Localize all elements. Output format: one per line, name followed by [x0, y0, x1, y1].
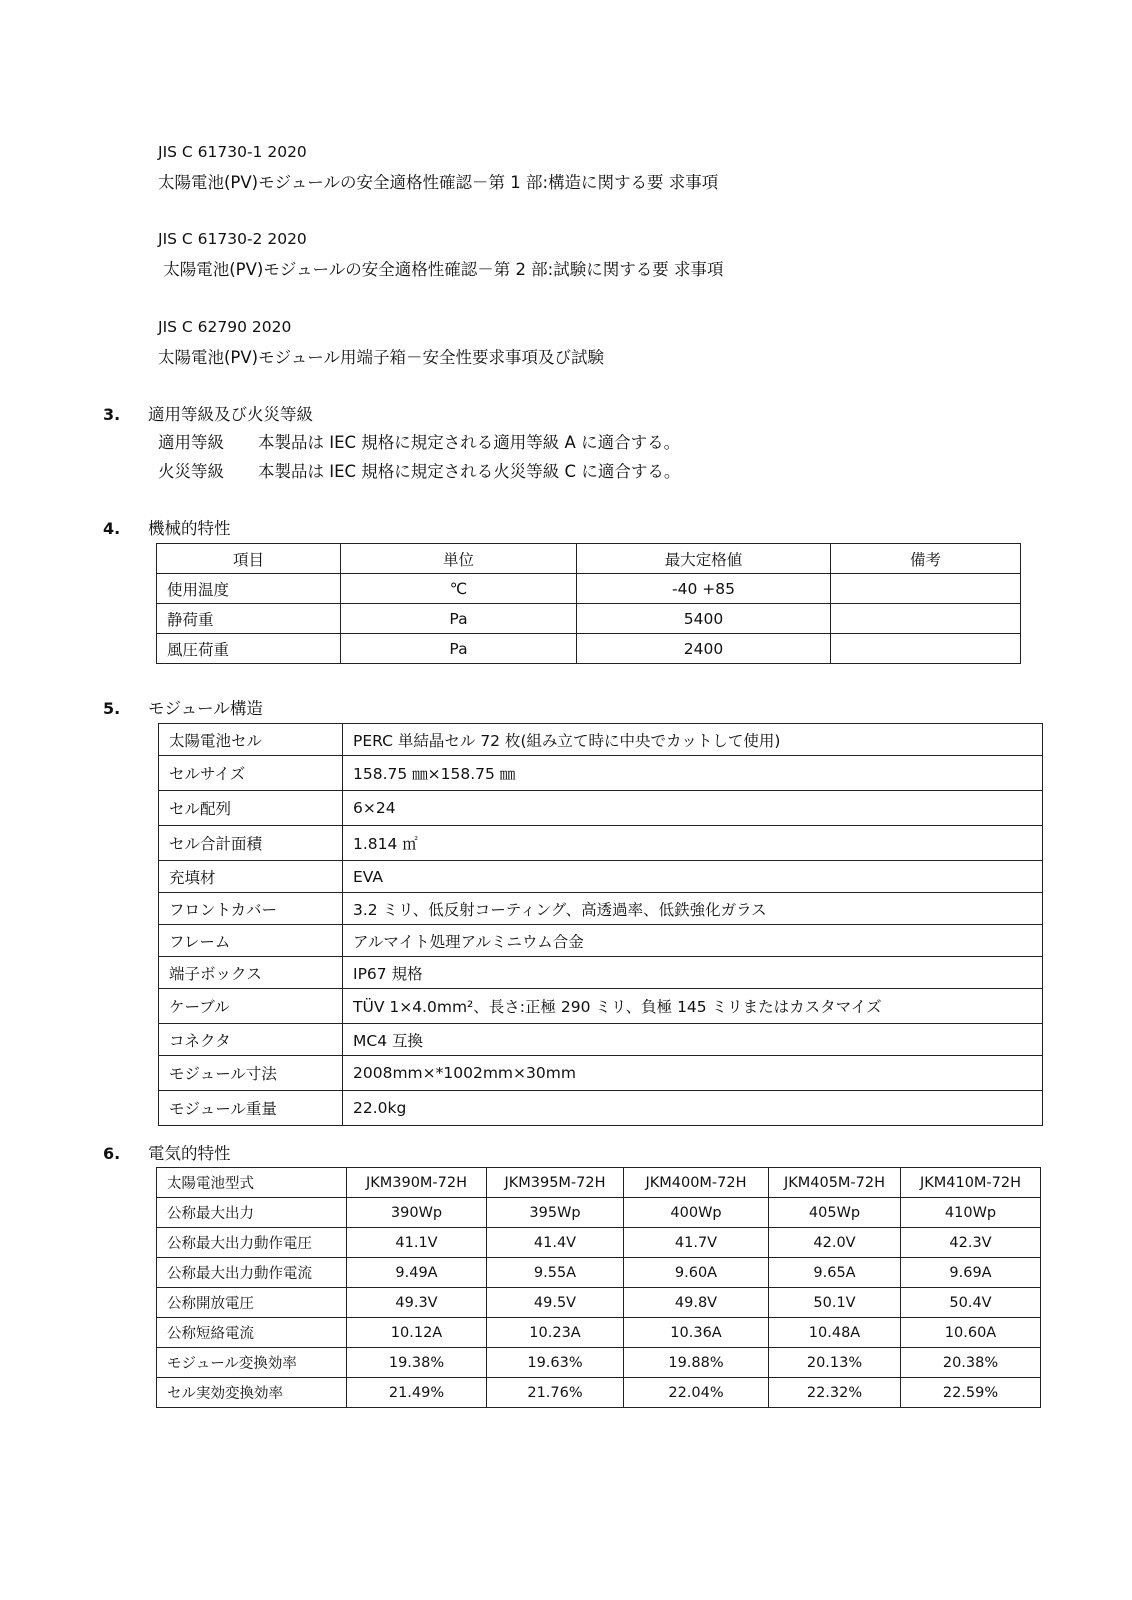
value-cell: 10.12A: [347, 1318, 487, 1348]
table-row: [157, 1228, 1041, 1258]
spec-value: 2008mm×*1002mm×30mm: [343, 1056, 1043, 1091]
value-cell: 9.65A: [769, 1258, 901, 1288]
value-cell: 9.49A: [347, 1258, 487, 1288]
standard-code: JIS C 61730-2 2020: [158, 230, 307, 248]
value-cell: 10.36A: [624, 1318, 769, 1348]
param-label: モジュール変換効率: [157, 1348, 347, 1378]
value-cell: 21.49%: [347, 1378, 487, 1408]
table-row: [159, 989, 1043, 1024]
rating-text: 本製品は IEC 規格に規定される適用等級 A に適合する。: [258, 433, 681, 452]
value-cell: 410Wp: [901, 1198, 1041, 1228]
electrical-table: [156, 1167, 1041, 1408]
section-title: モジュール構造: [148, 699, 263, 718]
model-header: JKM395M-72H: [487, 1168, 624, 1198]
value-cell: 400Wp: [624, 1198, 769, 1228]
table-row: [157, 574, 1021, 604]
header-cell: 最大定格値: [577, 544, 831, 574]
section-number: 5.: [103, 699, 121, 718]
table-row: [159, 893, 1043, 925]
table-row: [159, 861, 1043, 893]
standard-title: 太陽電池(PV)モジュール用端子箱－安全性要求事項及び試験: [158, 348, 604, 367]
header-cell: 項目: [157, 544, 341, 574]
spec-label: ケーブル: [159, 989, 343, 1024]
structure-table: [158, 723, 1043, 1126]
value-cell: 5400: [577, 604, 831, 634]
spec-value: PERC 単結晶セル 72 枚(組み立て時に中央でカットして使用): [343, 724, 1043, 756]
spec-label: モジュール重量: [159, 1091, 343, 1126]
spec-label: セルサイズ: [159, 756, 343, 791]
value-cell: 19.88%: [624, 1348, 769, 1378]
table-row: [159, 826, 1043, 861]
value-cell: 49.3V: [347, 1288, 487, 1318]
standard-title: 太陽電池(PV)モジュールの安全適格性確認－第 2 部:試験に関する要 求事項: [158, 260, 724, 279]
table-row: [157, 1288, 1041, 1318]
model-header: JKM390M-72H: [347, 1168, 487, 1198]
standard-title: 太陽電池(PV)モジュールの安全適格性確認－第 1 部:構造に関する要 求事項: [158, 173, 719, 192]
param-label: 公称短絡電流: [157, 1318, 347, 1348]
model-header: JKM405M-72H: [769, 1168, 901, 1198]
value-cell: 50.1V: [769, 1288, 901, 1318]
param-label: セル実効変換効率: [157, 1378, 347, 1408]
spec-value: 158.75 ㎜×158.75 ㎜: [343, 756, 1043, 791]
section-title: 電気的特性: [148, 1144, 231, 1163]
value-cell: 9.69A: [901, 1258, 1041, 1288]
standard-entry: [158, 227, 724, 283]
value-cell: 20.38%: [901, 1348, 1041, 1378]
spec-label: セル配列: [159, 791, 343, 826]
table-row: [157, 634, 1021, 664]
spec-label: モジュール寸法: [159, 1056, 343, 1091]
section-number: 6.: [103, 1144, 121, 1163]
table-row: [157, 604, 1021, 634]
spec-value: 3.2 ミリ、低反射コーティング、高透過率、低鉄強化ガラス: [343, 893, 1043, 925]
table-row: [159, 756, 1043, 791]
table-row: [157, 1198, 1041, 1228]
spec-value: 22.0kg: [343, 1091, 1043, 1126]
unit-cell: Pa: [341, 604, 577, 634]
param-label: 公称最大出力動作電圧: [157, 1228, 347, 1258]
spec-label: 充填材: [159, 861, 343, 893]
section-number: 4.: [103, 519, 121, 538]
param-label: 公称最大出力: [157, 1198, 347, 1228]
value-cell: 390Wp: [347, 1198, 487, 1228]
spec-value: アルマイト処理アルミニウム合金: [343, 925, 1043, 957]
standard-code: JIS C 62790 2020: [158, 318, 292, 336]
table-row: [157, 1348, 1041, 1378]
value-cell: 42.3V: [901, 1228, 1041, 1258]
value-cell: 9.60A: [624, 1258, 769, 1288]
spec-label: セル合計面積: [159, 826, 343, 861]
value-cell: 22.32%: [769, 1378, 901, 1408]
spec-value: IP67 規格: [343, 957, 1043, 989]
table-row: [157, 1258, 1041, 1288]
value-cell: 19.38%: [347, 1348, 487, 1378]
value-cell: 42.0V: [769, 1228, 901, 1258]
param-label: 公称開放電圧: [157, 1288, 347, 1318]
value-cell: 10.48A: [769, 1318, 901, 1348]
spec-label: 太陽電池セル: [159, 724, 343, 756]
spec-value: EVA: [343, 861, 1043, 893]
spec-label: コネクタ: [159, 1024, 343, 1056]
spec-label: フロントカバー: [159, 893, 343, 925]
rating-label: 適用等級: [158, 433, 224, 452]
header-cell: 太陽電池型式: [157, 1168, 347, 1198]
section-title: 適用等級及び火災等級: [148, 405, 313, 424]
value-cell: 395Wp: [487, 1198, 624, 1228]
value-cell: 21.76%: [487, 1378, 624, 1408]
unit-cell: ℃: [341, 574, 577, 604]
spec-value: MC4 互換: [343, 1024, 1043, 1056]
table-row: [159, 724, 1043, 756]
note-cell: [831, 604, 1021, 634]
spec-value: TÜV 1×4.0mm²、長さ:正極 290 ミリ、負極 145 ミリまたはカスタマイズ: [343, 989, 1043, 1024]
table-row: [157, 1318, 1041, 1348]
section-title: 機械的特性: [148, 519, 231, 538]
note-cell: [831, 574, 1021, 604]
table-row: [159, 957, 1043, 989]
value-cell: 20.13%: [769, 1348, 901, 1378]
value-cell: 10.23A: [487, 1318, 624, 1348]
note-cell: [831, 634, 1021, 664]
table-header-row: [157, 544, 1021, 574]
section-number: 3.: [103, 405, 121, 424]
rating-label: 火災等級: [158, 462, 224, 481]
value-cell: 9.55A: [487, 1258, 624, 1288]
standard-entry: [158, 315, 604, 371]
rating-text: 本製品は IEC 規格に規定される火災等級 C に適合する。: [258, 462, 681, 481]
value-cell: 405Wp: [769, 1198, 901, 1228]
param-label: 公称最大出力動作電流: [157, 1258, 347, 1288]
standard-code: JIS C 61730-1 2020: [158, 143, 307, 161]
value-cell: -40 +85: [577, 574, 831, 604]
table-row: [159, 791, 1043, 826]
table-row: [159, 1024, 1043, 1056]
item-cell: 風圧荷重: [157, 634, 341, 664]
unit-cell: Pa: [341, 634, 577, 664]
value-cell: 10.60A: [901, 1318, 1041, 1348]
table-row: [159, 1091, 1043, 1126]
value-cell: 2400: [577, 634, 831, 664]
spec-label: 端子ボックス: [159, 957, 343, 989]
spec-value: 6×24: [343, 791, 1043, 826]
value-cell: 41.7V: [624, 1228, 769, 1258]
value-cell: 41.4V: [487, 1228, 624, 1258]
value-cell: 22.59%: [901, 1378, 1041, 1408]
value-cell: 22.04%: [624, 1378, 769, 1408]
spec-value: 1.814 ㎡: [343, 826, 1043, 861]
item-cell: 静荷重: [157, 604, 341, 634]
table-row: [157, 1378, 1041, 1408]
value-cell: 41.1V: [347, 1228, 487, 1258]
header-cell: 単位: [341, 544, 577, 574]
value-cell: 49.5V: [487, 1288, 624, 1318]
table-row: [159, 925, 1043, 957]
header-cell: 備考: [831, 544, 1021, 574]
spec-label: フレーム: [159, 925, 343, 957]
value-cell: 49.8V: [624, 1288, 769, 1318]
item-cell: 使用温度: [157, 574, 341, 604]
value-cell: 50.4V: [901, 1288, 1041, 1318]
rating-line: [158, 430, 680, 456]
mechanical-table: [156, 543, 1021, 664]
model-header: JKM400M-72H: [624, 1168, 769, 1198]
value-cell: 19.63%: [487, 1348, 624, 1378]
model-header: JKM410M-72H: [901, 1168, 1041, 1198]
table-row: [159, 1056, 1043, 1091]
rating-line: [158, 459, 680, 485]
table-header-row: [157, 1168, 1041, 1198]
standard-entry: [158, 140, 718, 196]
